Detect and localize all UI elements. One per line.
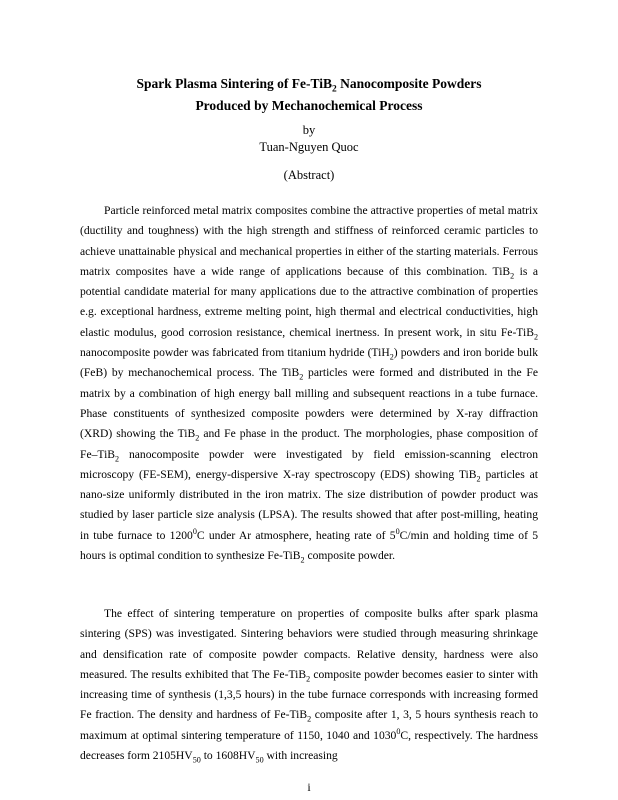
title-line-2: Produced by Mechanochemical Process <box>195 98 423 113</box>
author-name: Tuan-Nguyen Quoc <box>259 140 359 154</box>
byline: by <box>302 123 316 137</box>
title-line-1: Spark Plasma Sintering of Fe-TiB$_2$ Nanocomposite Powders <box>136 76 482 95</box>
abstract-label: (Abstract) <box>283 168 335 182</box>
abstract-paragraph-1: Particle reinforced metal matrix composites combine the attractive properties of metal matrix (ductility and toughness) with the high strength and stiffness of reinforced ceramic particles to achieve unattainable physical and mechanical properties in either of the starting materials. Ferrous matrix composites have a wide range of applications because of this combination. TiB$_2$ is a potential candidate material for many applications due to the attractive combination of properties e.g. exceptional hardness, extreme melting point, high thermal and electrical conductivities, high elastic modulus, good corrosion resistance, chemical inertness. In present work, in situ Fe-TiB$_2$ nanocomposite powder was fabricated from titanium hydride (TiH$_2$) powders and iron boride bulk (FeB) by mechanochemical process. The TiB$_2$ particles were formed and distributed in the Fe matrix by a combination of high energy ball milling and subsequent reactions in a tube furnace. Phase constituents of synthesized composite powders were determined by X-ray diffraction (XRD) showing the TiB$_2$ and Fe phase in the product. The morphologies, phase composition of Fe–TiB$_2$ nanocomposite powder were investigated by field emission-scanning electron microscopy (FE-SEM), energy-dispersive X-ray spectroscopy (EDS) showing TiB$_2$ particles at nano-size uniformly distributed in the iron matrix. The size distribution of powder product was studied by laser particle size analysis (LPSA). The results showed that after post-milling, heating in tube furnace to 1200$^0$C under Ar atmosphere, heating rate of $5^0C/\min$ and holding time of 5 hours is optimal condition to synthesize Fe-TiB$_2$ composite powder. <box>80 204 539 565</box>
abstract-paragraph-2: The effect of sintering temperature on properties of composite bulks after spark plasma sintering (SPS) was investigated. Sintering behaviors were studied through measuring shrinkage and densification rate of composite powder compacts. Relative density, hardness were also measured. The results exhibited that The Fe-TiB$_2$ composite powder becomes easier to sinter with increasing time of synthesis (1,3,5 hours) in the tube furnace corresponds with increasing formed Fe fraction. The density and hardness of Fe-TiB$_2$ composite after 1, 3, 5 hours synthesis reach to maximum at optimal sintering temperature of 1150, 1040 and 1030$^0$C, respectively. The hardness decreases form $2105HV_{50}$ to $1608HV_{50}$ with increasing <box>80 607 538 765</box>
page-number: i <box>307 780 311 794</box>
